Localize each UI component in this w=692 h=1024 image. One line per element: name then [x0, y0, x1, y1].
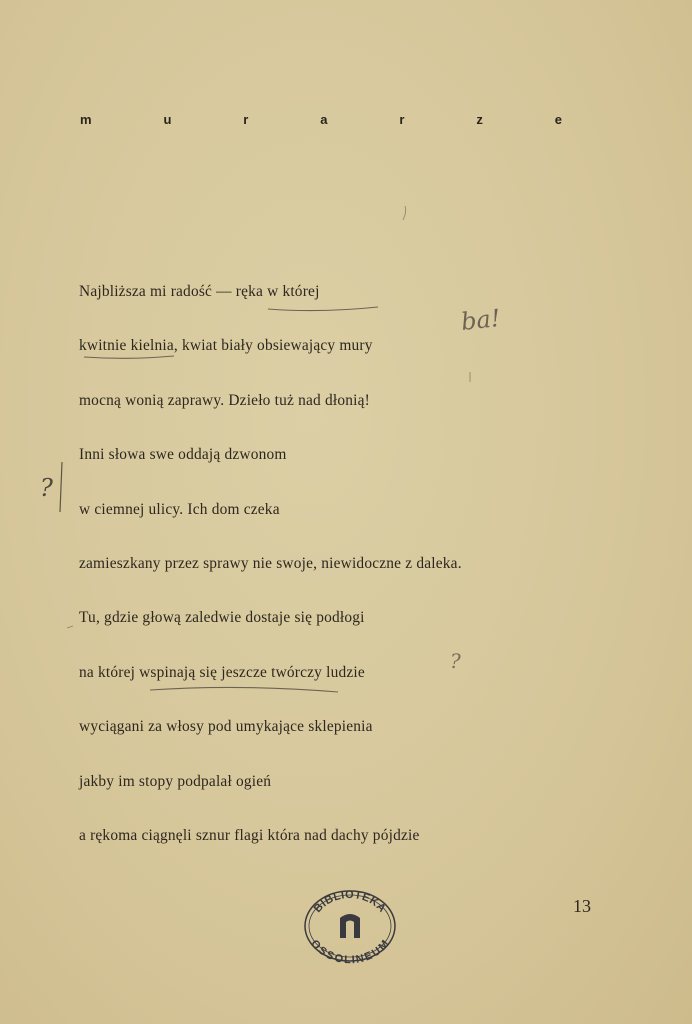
svg-text:OSSOLINEUM [308, 938, 392, 964]
title-letter: r [243, 112, 249, 127]
poem-line: zamieszkany przez sprawy nie swoje, niewidoczne z daleka. [79, 554, 462, 572]
poem-line: wyciągani za włosy pod umykające sklepienia [79, 718, 373, 736]
poem-line: na której wspinają się jeszcze twórczy ludzie [79, 663, 365, 681]
title-letter: m [80, 112, 92, 127]
poem-body [79, 281, 599, 879]
poem-line: a rękoma ciągnęli sznur flagi która nad dachy pójdzie [79, 826, 420, 844]
margin-question-mark: ? [450, 649, 461, 673]
pencil-tick [67, 626, 73, 628]
pencil-margin-bar [60, 462, 62, 512]
poem-line: Tu, gdzie głową zaledwie dostaje się podłogi [79, 609, 365, 627]
poem-line: kwitnie kielnia, kwiat biały obsiewający mury [79, 337, 373, 355]
poem-line: Najbliższa mi radość — ręka w której [79, 283, 320, 300]
pencil-tick [403, 206, 406, 220]
handwritten-note: ba! [459, 304, 502, 336]
poem-line: jakby im stopy podpalał ogień [79, 772, 272, 790]
stamp-top-text: BIBLIOTEKA [311, 888, 389, 916]
poem-line: mocną wonią zaprawy. Dzieło tuż nad dłonią! [79, 391, 370, 409]
stamp-emblem-icon [340, 914, 360, 938]
poem-line: w ciemnej ulicy. Ich dom czeka [79, 500, 280, 518]
title-letter: r [399, 112, 405, 127]
margin-question-mark: ? [40, 474, 53, 502]
stamp-bottom-text: OSSOLINEUM [308, 937, 392, 964]
poem-line: Inni słowa swe oddają dzwonom [79, 446, 287, 464]
title-letter: e [554, 112, 562, 127]
poem-title [80, 112, 562, 127]
title-letter: u [163, 112, 172, 127]
svg-text:BIBLIOTEKA [312, 889, 388, 915]
page-number: 13 [573, 896, 591, 916]
title-letter: a [320, 112, 328, 127]
title-letter: z [476, 112, 483, 127]
library-stamp [302, 888, 398, 964]
